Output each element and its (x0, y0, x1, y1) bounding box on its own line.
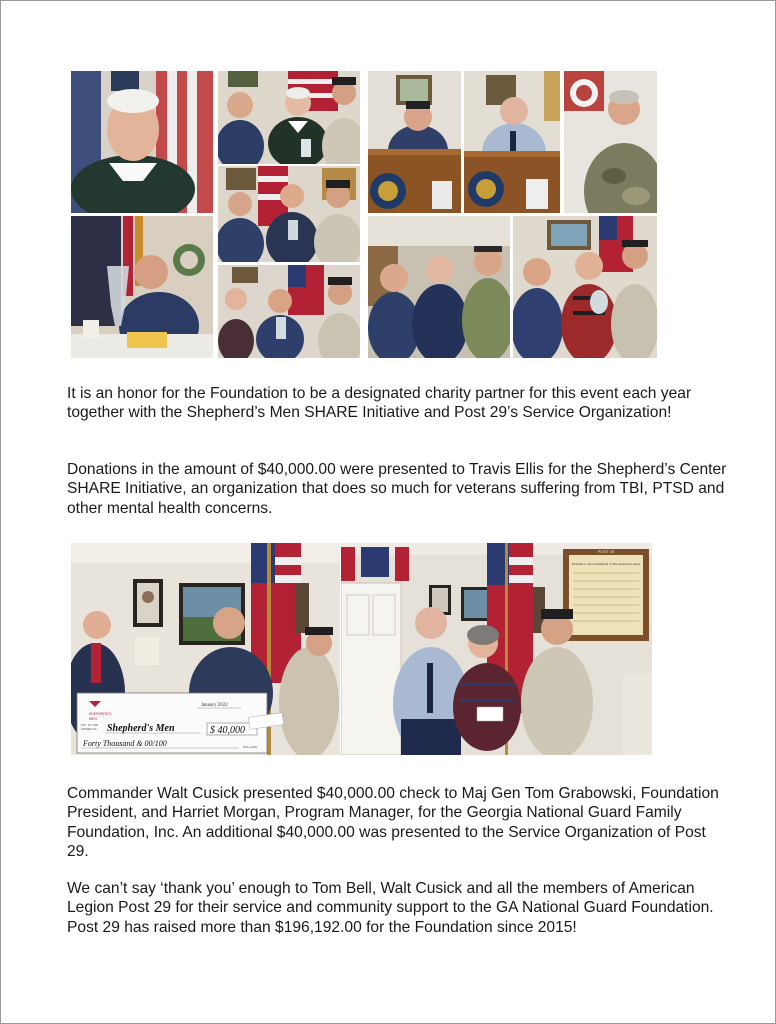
photo-man-dark-sweater (71, 71, 213, 213)
svg-text:MEN: MEN (89, 717, 97, 721)
paragraph-commander-presentation: Commander Walt Cusick presented $40,000.00 check to Maj Gen Tom Grabowski, Foundation President, and Harriet Morgan, Program Manager, for the Georgia National Guard Family Foundation, Inc. An additional $40,000.00 was presented to the Service Organization of Post 29. (67, 785, 719, 860)
photo-speaker-podium (368, 71, 461, 213)
paragraph-thank-you: We can’t say ‘thank you’ enough to Tom Bell, Walt Cusick and all the members of American Legion Post 29 for their service and community support to the GA National Guard Foundation. Post 29 has raised more than $196,192.00 for the Foundation since 2015! (67, 880, 714, 936)
photo-officer-podium (464, 71, 560, 213)
photo-second-check-presentation (341, 543, 652, 755)
plaque-title: POST 29 (597, 549, 615, 554)
check-dollars-label: DOLLARS (243, 745, 258, 749)
check-payee: Shepherd's Men (107, 723, 175, 734)
photo-man-camouflage (564, 71, 657, 213)
svg-text:ORDER OF: ORDER OF (81, 727, 97, 731)
photo-three-men-award-2 (218, 166, 360, 262)
photo-check-presentation (71, 543, 340, 755)
svg-text:PAY TO THE: PAY TO THE (81, 723, 99, 727)
photo-three-men-standing (368, 216, 510, 358)
photo-man-crystal-trophy (71, 216, 213, 358)
check-date: January 2022 (201, 703, 228, 708)
check-amount: $ 40,000 (210, 725, 245, 736)
plaque-text: Preamble to the Constitution of The American Legion (571, 562, 641, 566)
photo-three-men-holding-award (513, 216, 657, 358)
check-amount-words: Forty Thousand & 00/100 (83, 739, 167, 748)
paragraph-donations-travis-ellis: Donations in the amount of $40,000.00 were presented to Travis Ellis for the Shepherd’s Center SHARE Initiative, an organization that does so much for veterans suffering from TBI, PTSD and other mental health concerns. (67, 461, 727, 517)
photo-three-men-award (218, 71, 360, 164)
photo-group-four-award (218, 265, 360, 358)
paragraph-charity-partner: It is an honor for the Foundation to be a designated charity partner for this event each year together with the Shepherd’s Men SHARE Initiative and Post 29’s Service Organization! (67, 385, 692, 422)
svg-text:SHEPHERD'S: SHEPHERD'S (89, 712, 112, 716)
